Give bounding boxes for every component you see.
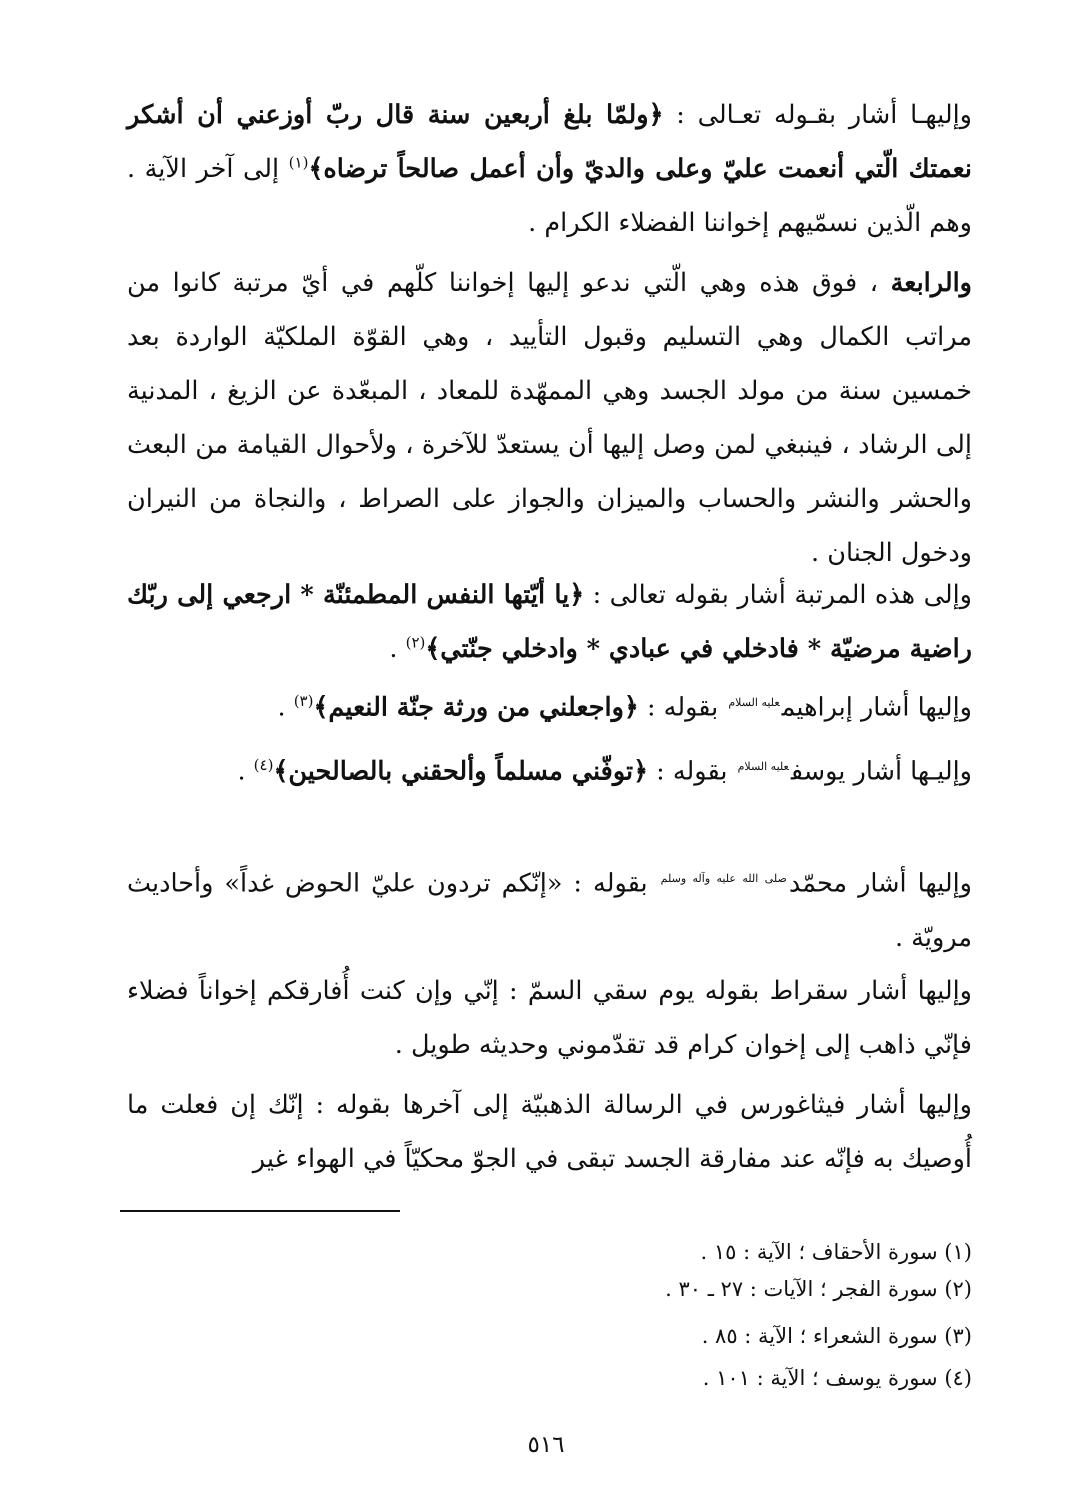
section-lead: والرابعة bbox=[890, 268, 972, 298]
paragraph-6 bbox=[127, 852, 972, 965]
footnote-2: (٢) سورة الفجر ؛ الآيات : ٢٧ ـ ٣٠ . bbox=[665, 1277, 972, 1301]
paragraph-text: بقوله : bbox=[638, 692, 727, 723]
footnote-4: (٤) سورة يوسف ؛ الآية : ١٠١ . bbox=[702, 1366, 972, 1390]
quran-quote: ﴿توفّني مسلماً وألحقني بالصالحين﴾ bbox=[273, 756, 649, 787]
footnote-1: (١) سورة الأحقاف ؛ الآية : ١٥ . bbox=[700, 1240, 972, 1264]
footnote-ref: (٣) bbox=[293, 692, 314, 710]
paragraph-4 bbox=[127, 676, 972, 735]
paragraph-text: وإليها أشار إبراهيم bbox=[781, 692, 972, 723]
quran-quote: ﴿ولمّا بلغ أربعين سنة قال ربّ أوزعني أن أشكر نعمتك الّتي أنعمت عليّ وعلى والديّ وأن أعمل صالحاً ترضاه﴾ bbox=[127, 100, 972, 184]
paragraph-7 bbox=[127, 964, 972, 1072]
paragraph-text: وإليها أشار فيثاغورس في الرسالة الذهبيّة إلى آخرها بقوله : إنّك إن فعلت ما أُوصيك به فإنّه عند مفارقة الجسد تبقى في الجوّ محكيّاً في الهواء غير bbox=[127, 1090, 972, 1174]
footnote-3: (٣) سورة الشعراء ؛ الآية : ٨٥ . bbox=[701, 1324, 972, 1348]
paragraph-text: ، فوق هذه وهي الّتي ندعو إليها إخواننا كلّهم في أيّ مرتبة كانوا من مراتب الكمال وهي التسليم وقبول التأييد ، وهي القوّة الملكيّة الواردة بعد خمسين سنة من مولد الجسد وهي الممهّدة للمعاد ، المبعّدة عن الزيغ ، المدنية إلى الرشاد ، فينبغي لمن وصل إليها أن يستعدّ للآخرة ، ولأحوال القيامة من البعث والحشر والنشر والحساب والميزان والجواز على الصراط ، والنجاة من النيران ودخول الجنان . bbox=[127, 268, 972, 568]
paragraph-1 bbox=[127, 88, 972, 250]
paragraph-text: إلى آخر الآية . وهم الّذين نسمّيهم إخواننا الفضلاء الكرام . bbox=[127, 154, 972, 238]
footnote-ref: (١) bbox=[288, 153, 309, 172]
paragraph-text: . bbox=[277, 692, 294, 723]
footnote-ref: (٢) bbox=[405, 633, 426, 652]
paragraph-text: وإلى هذه المرتبة أشار بقوله تعالى : bbox=[584, 580, 972, 610]
paragraph-text: بقوله : «إنّكم تردون عليّ الحوض غداً» وأحاديث مرويّة . bbox=[127, 868, 972, 953]
honorific: عليه السلام bbox=[728, 696, 780, 709]
paragraph-5 bbox=[127, 740, 972, 799]
quran-quote: ﴿واجعلني من ورثة جنّة النعيم﴾ bbox=[313, 692, 639, 723]
paragraph-text: وإليها أشار محمّد bbox=[788, 868, 972, 899]
paragraph-text: . bbox=[237, 756, 254, 787]
paragraph-8 bbox=[127, 1078, 972, 1186]
footnote-divider bbox=[120, 1210, 400, 1212]
paragraph-text: بقوله : bbox=[648, 756, 736, 787]
paragraph-text: وإليـها أشار يوسف bbox=[790, 756, 972, 787]
honorific: عليه السلام bbox=[737, 760, 789, 773]
quran-quote: ﴿يا أيّتها النفس المطمئنّة * ارجعي إلى ربّك راضية مرضيّة * فادخلي في عبادي * وادخلي جنّتي﴾ bbox=[127, 580, 972, 664]
paragraph-text: . bbox=[389, 634, 406, 664]
paragraph-3 bbox=[127, 568, 972, 676]
paragraph-text: وإليها أشار سقراط بقوله يوم سقي السمّ : إنّي وإن كنت أُفارقكم إخواناً فضلاء فإنّي ذاهب إلى إخوان كرام قد تقدّموني وحديثه طويل . bbox=[127, 976, 972, 1060]
paragraph-text: وإليهـا أشار بقـوله تعـالى : bbox=[663, 100, 972, 130]
page-number: ٥١٦ bbox=[527, 1432, 565, 1458]
footnote-ref: (٤) bbox=[253, 756, 274, 774]
paragraph-2 bbox=[127, 256, 972, 580]
honorific: صلى الله عليه وآله وسلم bbox=[660, 872, 787, 885]
